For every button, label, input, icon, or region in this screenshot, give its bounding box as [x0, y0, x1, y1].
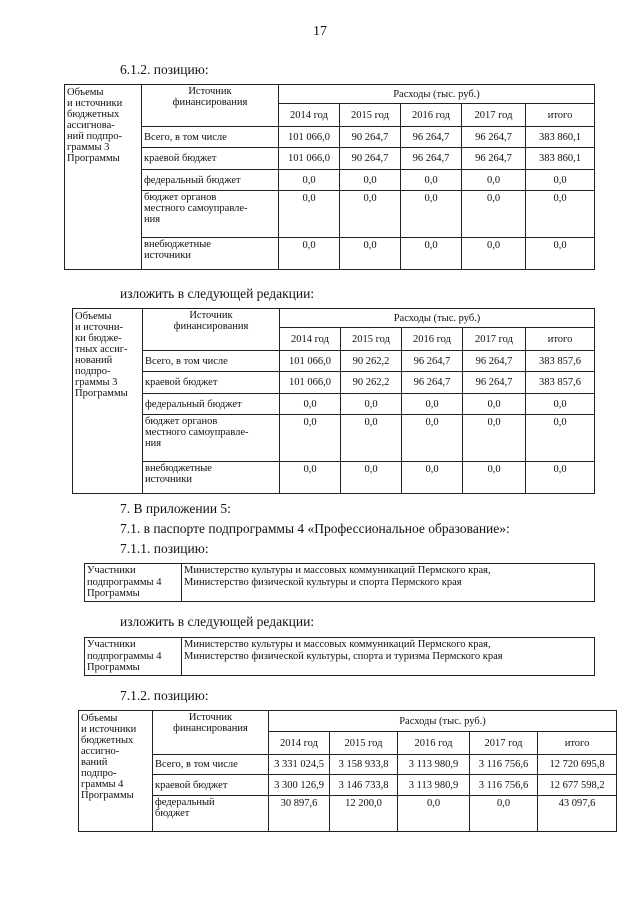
table-cell: 0,0 — [279, 170, 340, 191]
participants-table-new — [84, 637, 595, 676]
row-label: внебюджетные источники — [142, 238, 279, 270]
table-expenses-header: Расходы (тыс. руб.) — [279, 85, 595, 104]
table-cell: 0,0 — [462, 238, 526, 270]
year-header: 2014 год — [279, 104, 340, 127]
table-cell: 383 860,1 — [526, 127, 595, 148]
paragraph-7-1-1: 7.1.1. позицию: — [120, 541, 209, 556]
table-cell: 0,0 — [401, 170, 462, 191]
table-cell: 0,0 — [340, 238, 401, 270]
table-cell: 0,0 — [280, 415, 341, 462]
table-cell: 0,0 — [526, 170, 595, 191]
table-cell: 383 860,1 — [526, 148, 595, 170]
row-label: федеральный бюджет — [153, 796, 269, 832]
table-cell: 0,0 — [401, 238, 462, 270]
table-cell: 96 264,7 — [463, 351, 526, 372]
table-cell: 96 264,7 — [402, 351, 463, 372]
page-number: 17 — [313, 24, 327, 39]
year-header: 2015 год — [340, 104, 401, 127]
row-label: Всего, в том числе — [142, 127, 279, 148]
table-cell: 0,0 — [462, 170, 526, 191]
table-cell: 3 116 756,6 — [470, 775, 538, 796]
table-cell: 0,0 — [526, 191, 595, 238]
table-cell: 0,0 — [280, 394, 341, 415]
paragraph-7-1: 7.1. в паспорте подпрограммы 4 «Профессиональное образование»: — [120, 521, 510, 536]
paragraph-6-1-2: 6.1.2. позицию: — [120, 62, 209, 77]
table-cell: 0,0 — [402, 394, 463, 415]
table-cell: 0,0 — [526, 394, 595, 415]
total-header: итого — [526, 104, 595, 127]
table-cell: 0,0 — [526, 462, 595, 494]
total-header: итого — [538, 732, 617, 755]
table-cell: 0,0 — [341, 415, 402, 462]
financing-table-subprogram-3-new — [72, 308, 595, 494]
year-header: 2016 год — [402, 328, 463, 351]
table-cell: 383 857,6 — [526, 351, 595, 372]
table-expenses-header: Расходы (тыс. руб.) — [280, 309, 595, 328]
total-header: итого — [526, 328, 595, 351]
table-cell: 0,0 — [279, 238, 340, 270]
table-cell: 0,0 — [280, 462, 341, 494]
year-header: 2016 год — [398, 732, 470, 755]
table-source-header: Источник финансирования — [143, 309, 280, 351]
financing-table-subprogram-3-old — [64, 84, 595, 270]
year-header: 2014 год — [269, 732, 330, 755]
table-cell: 96 264,7 — [462, 127, 526, 148]
year-header: 2017 год — [463, 328, 526, 351]
table-cell: 3 116 756,6 — [470, 755, 538, 775]
row-label: краевой бюджет — [142, 148, 279, 170]
table-cell: 101 066,0 — [280, 351, 341, 372]
table-cell: 0,0 — [470, 796, 538, 832]
table-obj-label: Объемы и источники бюджетных ассигно- ваний подпро- граммы 4 Программы — [79, 711, 153, 832]
table-cell: 0,0 — [340, 191, 401, 238]
paragraph-7: 7. В приложении 5: — [120, 501, 231, 516]
table-cell: 3 146 733,8 — [330, 775, 398, 796]
table-cell: 3 113 980,9 — [398, 775, 470, 796]
year-header: 2017 год — [462, 104, 526, 127]
paragraph-replace-2: изложить в следующей редакции: — [120, 614, 315, 629]
year-header: 2017 год — [470, 732, 538, 755]
table-cell: 0,0 — [526, 238, 595, 270]
table-cell: 96 264,7 — [462, 148, 526, 170]
row-label: федеральный бюджет — [143, 394, 280, 415]
table-cell: 43 097,6 — [538, 796, 617, 832]
table-cell: 101 066,0 — [280, 372, 341, 394]
table-cell: 0,0 — [402, 415, 463, 462]
table-cell: 0,0 — [463, 394, 526, 415]
table-cell: 0,0 — [463, 462, 526, 494]
table-cell: 96 264,7 — [401, 127, 462, 148]
row-label: федеральный бюджет — [142, 170, 279, 191]
table-cell: 383 857,6 — [526, 372, 595, 394]
year-header: 2014 год — [280, 328, 341, 351]
table-cell: 90 264,7 — [340, 127, 401, 148]
table-cell: 101 066,0 — [279, 127, 340, 148]
table-cell: 90 262,2 — [341, 351, 402, 372]
row-label: бюджет органов местного самоуправле- ния — [142, 191, 279, 238]
row-label: бюджет органов местного самоуправле- ния — [143, 415, 280, 462]
table-cell: 30 897,6 — [269, 796, 330, 832]
table-cell: 0,0 — [402, 462, 463, 494]
participants-text: Министерство культуры и массовых коммуникаций Пермского края, Министерство физической культуры, спорта и туризма Пермского края — [182, 638, 595, 676]
table-cell: 0,0 — [526, 415, 595, 462]
table-cell: 96 264,7 — [401, 148, 462, 170]
row-label: внебюджетные источники — [143, 462, 280, 494]
table-expenses-header: Расходы (тыс. руб.) — [269, 711, 617, 732]
row-label: краевой бюджет — [143, 372, 280, 394]
table-source-header: Источник финансирования — [153, 711, 269, 755]
row-label: краевой бюджет — [153, 775, 269, 796]
table-obj-label: Объемы и источни- ки бюдже- тных ассиг- нований подпро- граммы 3 Программы — [73, 309, 143, 494]
year-header: 2015 год — [330, 732, 398, 755]
paragraph-replace-1: изложить в следующей редакции: — [120, 286, 315, 301]
table-cell: 0,0 — [341, 394, 402, 415]
table-cell: 0,0 — [341, 462, 402, 494]
participants-label: Участники подпрограммы 4 Программы — [85, 638, 182, 676]
participants-text: Министерство культуры и массовых коммуникаций Пермского края, Министерство физической культуры и спорта Пермского края — [182, 564, 595, 602]
table-cell: 3 331 024,5 — [269, 755, 330, 775]
year-header: 2016 год — [401, 104, 462, 127]
paragraph-7-1-2: 7.1.2. позицию: — [120, 688, 209, 703]
table-cell: 12 677 598,2 — [538, 775, 617, 796]
table-cell: 3 158 933,8 — [330, 755, 398, 775]
row-label: Всего, в том числе — [143, 351, 280, 372]
table-cell: 0,0 — [462, 191, 526, 238]
table-cell: 101 066,0 — [279, 148, 340, 170]
table-source-header: Источник финансирования — [142, 85, 279, 127]
table-cell: 3 113 980,9 — [398, 755, 470, 775]
table-cell: 96 264,7 — [463, 372, 526, 394]
row-label: Всего, в том числе — [153, 755, 269, 775]
table-cell: 0,0 — [279, 191, 340, 238]
table-cell: 12 720 695,8 — [538, 755, 617, 775]
participants-label: Участники подпрограммы 4 Программы — [85, 564, 182, 602]
table-cell: 0,0 — [398, 796, 470, 832]
table-cell: 0,0 — [340, 170, 401, 191]
participants-table-old — [84, 563, 595, 602]
year-header: 2015 год — [341, 328, 402, 351]
table-cell: 90 264,7 — [340, 148, 401, 170]
financing-table-subprogram-4 — [78, 710, 617, 832]
table-cell: 12 200,0 — [330, 796, 398, 832]
table-cell: 90 262,2 — [341, 372, 402, 394]
table-obj-label: Объемы и источники бюджетных ассигнова- ний подпро- граммы 3 Программы — [65, 85, 142, 270]
table-cell: 0,0 — [463, 415, 526, 462]
table-cell: 0,0 — [401, 191, 462, 238]
table-cell: 96 264,7 — [402, 372, 463, 394]
table-cell: 3 300 126,9 — [269, 775, 330, 796]
